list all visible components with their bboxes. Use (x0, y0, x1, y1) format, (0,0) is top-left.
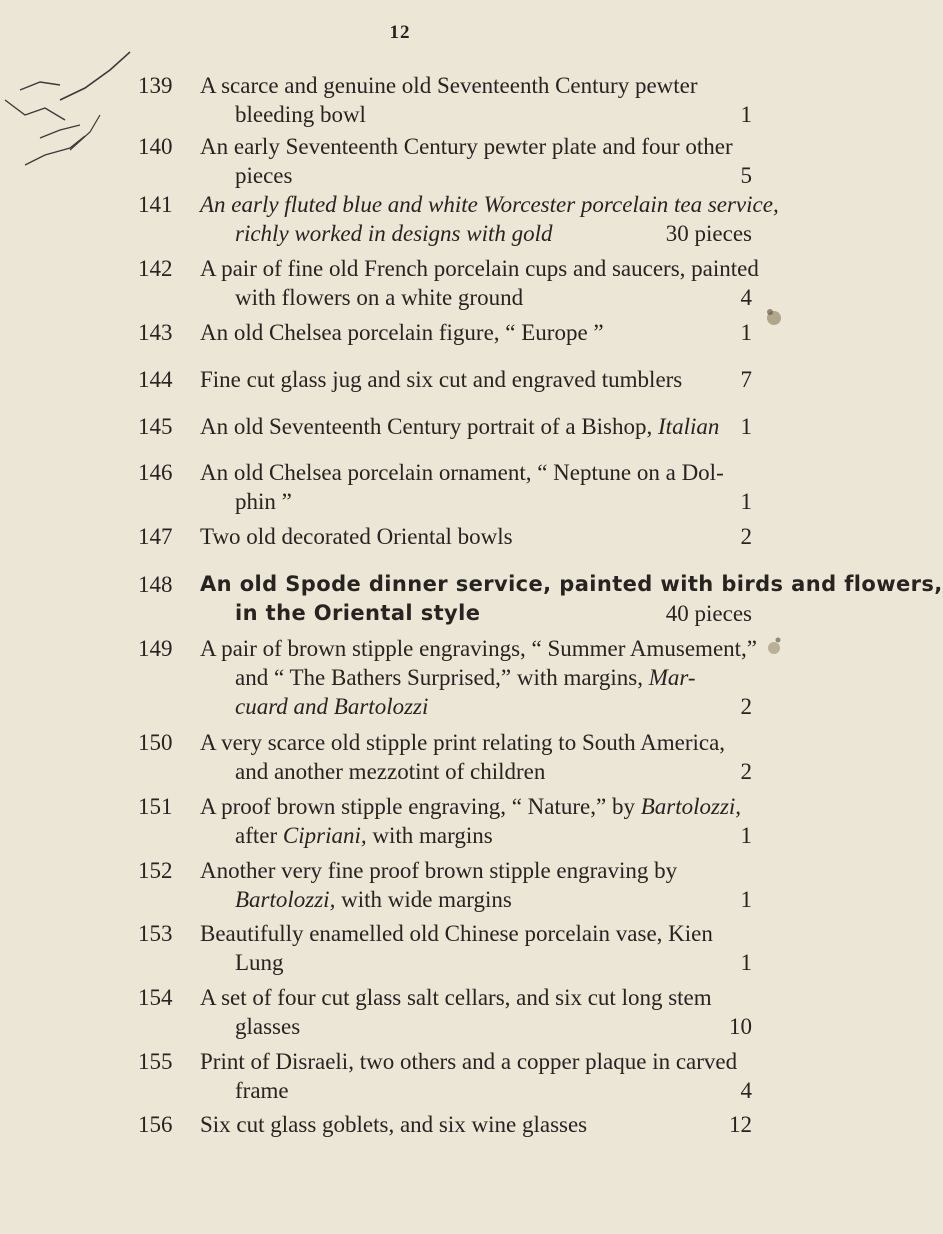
lot-number: 152 (138, 858, 173, 883)
lot-quantity: 30 pieces (665, 221, 752, 246)
lot-number: 153 (138, 921, 173, 946)
lot-number: 156 (138, 1112, 173, 1137)
lot-description-cont: richly worked in designs with gold (235, 221, 553, 246)
lot-attribution: Bartolozzi, (235, 887, 336, 912)
lot-number: 154 (138, 985, 173, 1010)
lot-number: 146 (138, 460, 173, 485)
lot-quantity: 2 (740, 759, 752, 784)
lot-number: 141 (138, 192, 173, 217)
lot-description-cont: and another mezzotint of children (235, 759, 546, 784)
lot-quantity: 40 pieces (665, 601, 752, 626)
lot-description: A scarce and genuine old Seventeenth Century pewter (200, 73, 698, 98)
lot-quantity: 1 (740, 102, 752, 127)
lot-quantity: 2 (740, 524, 752, 549)
lot-entry (138, 365, 778, 394)
lot-description-cont: with margins (372, 823, 493, 848)
lot-number: 145 (138, 414, 173, 439)
lot-description: Six cut glass goblets, and six wine glasses (200, 1112, 588, 1137)
lot-quantity: 4 (740, 1078, 752, 1103)
lot-description: An old Chelsea porcelain figure, “ Europe ” (200, 320, 604, 345)
lot-description-cont: Lung (235, 950, 284, 975)
lot-description: A very scarce old stipple print relating to South America, (200, 730, 726, 755)
lot-description-cont: after (235, 823, 278, 848)
lot-description-cont: with wide margins (341, 887, 512, 912)
lot-number: 143 (138, 320, 173, 345)
lot-entry (138, 634, 778, 721)
lot-number: 151 (138, 794, 173, 819)
lot-description: Two old decorated Oriental bowls (200, 524, 513, 549)
lot-entry (138, 792, 778, 850)
lot-number: 147 (138, 524, 173, 549)
lot-description: An early Seventeenth Century pewter plate and four other (200, 134, 733, 159)
lot-description: Print of Disraeli, two others and a copper plaque in carved (200, 1049, 738, 1074)
lot-number: 148 (138, 572, 173, 597)
lot-description: An early fluted blue and white Worcester porcelain tea service, (200, 192, 779, 217)
lot-description: A set of four cut glass salt cellars, and six cut long stem (200, 985, 712, 1010)
lot-description-cont: with flowers on a white ground (235, 285, 524, 310)
lot-number: 140 (138, 134, 173, 159)
lot-description-cont: and “ The Bathers Surprised,” with margins, (235, 665, 643, 690)
lot-description: A pair of brown stipple engravings, “ Summer Amusement,” (200, 636, 758, 661)
lot-entry (138, 919, 778, 977)
lot-entry (138, 254, 778, 312)
lot-description: An old Chelsea porcelain ornament, “ Neptune on a Dol- (200, 460, 724, 485)
lot-entry (138, 728, 778, 786)
lot-entry (138, 412, 778, 441)
lot-description-cont: cuard and Bartolozzi (235, 694, 429, 719)
lot-number: 149 (138, 636, 173, 661)
lot-entry (138, 71, 778, 129)
lot-number: 139 (138, 73, 173, 98)
lot-number: 150 (138, 730, 173, 755)
lot-entry (138, 1047, 778, 1105)
lot-description: Beautifully enamelled old Chinese porcelain vase, Kien (200, 921, 713, 946)
lot-quantity: 1 (740, 887, 752, 912)
lot-description: Another very fine proof brown stipple engraving by (200, 858, 678, 883)
lot-number: 144 (138, 367, 173, 392)
lot-quantity: 1 (740, 823, 752, 848)
lot-quantity: 4 (740, 285, 752, 310)
lot-attribution: Bartolozzi, (640, 794, 742, 819)
lot-description-cont: phin ” (235, 489, 292, 514)
lot-entry (138, 458, 778, 516)
pencil-sketch-marks (0, 40, 135, 190)
page-number: 12 (389, 22, 411, 43)
lot-quantity: 1 (740, 320, 752, 345)
lot-description: A pair of fine old French porcelain cups and saucers, painted (200, 256, 759, 281)
lot-description-cont: frame (235, 1078, 289, 1103)
lot-number: 155 (138, 1049, 173, 1074)
lot-entry (138, 132, 778, 190)
lot-description: An old Spode dinner service, painted with birds and flowers, (200, 572, 943, 596)
lot-entry (138, 1110, 778, 1139)
lot-entry (138, 856, 778, 914)
lot-attribution: Cipriani, (282, 823, 367, 848)
lot-entry (138, 318, 778, 347)
lot-number: 142 (138, 256, 173, 281)
lot-entry (138, 522, 778, 551)
lot-attribution: Italian (658, 414, 720, 439)
lot-attribution: Mar- (648, 665, 696, 690)
lot-description-cont: bleeding bowl (235, 102, 366, 127)
lot-quantity: 10 (729, 1014, 752, 1039)
lot-entry (138, 570, 943, 628)
lot-entry (138, 190, 778, 248)
lot-description-cont: pieces (235, 163, 293, 188)
lot-entry (138, 983, 778, 1041)
lot-quantity: 7 (740, 367, 752, 392)
lot-description-cont: glasses (235, 1014, 301, 1039)
lot-quantity: 2 (740, 694, 752, 719)
lot-quantity: 5 (740, 163, 752, 188)
lot-description: An old Seventeenth Century portrait of a Bishop, (200, 414, 653, 439)
lot-description: A proof brown stipple engraving, “ Nature,” by (200, 794, 635, 819)
lot-quantity: 1 (740, 489, 752, 514)
lot-quantity: 12 (729, 1112, 752, 1137)
lot-quantity: 1 (740, 950, 752, 975)
lot-quantity: 1 (740, 414, 752, 439)
lot-description-cont: in the Oriental style (235, 601, 481, 625)
lot-description: Fine cut glass jug and six cut and engraved tumblers (200, 367, 683, 392)
